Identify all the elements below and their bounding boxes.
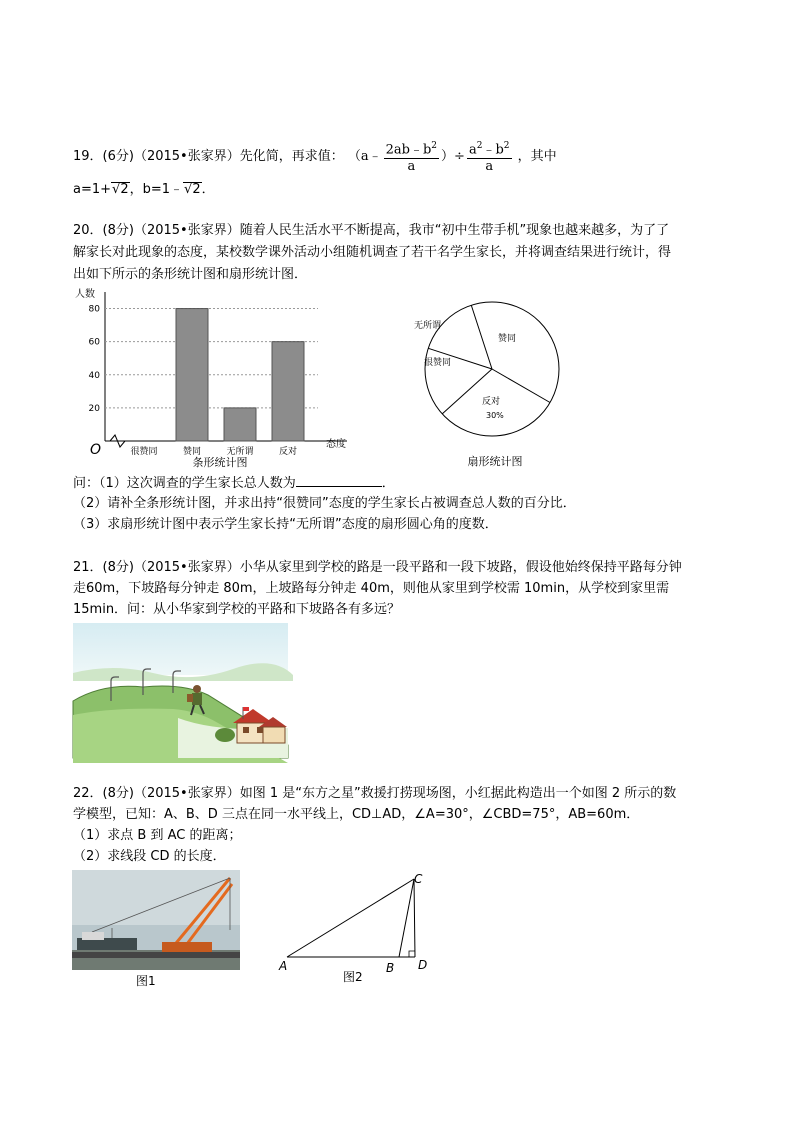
q19-expression: （a﹣ $\frac{2ab﹣b^2}{a}$ ）÷ $\frac{a^2﹣b^2}{a}$ — [348, 149, 518, 164]
fraction-1: $\frac{2ab﹣b^2}{a}$ — [384, 138, 439, 175]
point-c-label: C — [414, 872, 423, 886]
bar-2 — [224, 408, 256, 441]
pie-label-fandui: 反对 — [482, 397, 501, 407]
point-b-label: B — [386, 961, 395, 975]
q20-text-1: 20．(8分)（2015•张家界）随着人民生活水平不断提高，我市“初中生带手机”现象也越来越多，为了了 — [73, 223, 670, 238]
pie-label-wusuowei: 无所谓 — [414, 321, 442, 331]
walking-illustration — [73, 623, 288, 758]
x-tick-label: 很赞同 — [130, 447, 158, 457]
crane-photo — [72, 870, 240, 970]
bar-1 — [176, 309, 208, 441]
q19-line2: a=1+√2，b=1﹣√2． — [73, 182, 215, 197]
y-tick-label: 60 — [88, 337, 100, 348]
q22-text-1: 22．(8分)（2015•张家界）如图 1 是“东方之星”救援打捞现场图，小红据此构造出一个如图 2 所示的数 — [73, 786, 677, 801]
bar-chart-title: 条形统计图 — [192, 456, 248, 469]
q20-question-1: 问：（1）这次调查的学生家长总人数为 ． — [73, 476, 395, 491]
origin-label: O — [90, 442, 102, 458]
q22-question-1: （1）求点 B 到 AC 的距离； — [73, 828, 242, 843]
pie-chart-title: 扇形统计图 — [467, 455, 523, 468]
right-angle-mark — [409, 951, 415, 957]
q22-question-2: （2）求线段 CD 的长度． — [73, 849, 226, 864]
q22-text-2: 学模型，已知：A、B、D 三点在同一水平线上，CD⊥AD，∠A=30°，∠CBD=75°，AB=60m． — [73, 807, 640, 822]
answer-blank — [296, 474, 382, 487]
q20-text-2: 解家长对此现象的态度，某校数学课外活动小组随机调查了若干名学生家长，并将调查结果进行统计，得 — [73, 245, 672, 260]
triangle-diagram — [276, 868, 446, 983]
y-tick-label: 40 — [88, 370, 100, 381]
x-tick-label: 反对 — [278, 447, 298, 457]
point-a-label: A — [279, 959, 288, 973]
q20-question-2: （2）请补全条形统计图，并求出持“很赞同”态度的学生家长占被调查总人数的百分比． — [73, 496, 576, 511]
pie-slice-border — [442, 369, 492, 414]
pie-slice-border — [492, 369, 550, 403]
x-tick-label: 赞同 — [182, 447, 202, 457]
pie-chart — [414, 288, 680, 472]
y-tick-label: 20 — [88, 403, 100, 414]
point-d-label: D — [418, 958, 428, 972]
q21-text-1: 21．(8分)（2015•张家界）小华从家里到学校的路是一段平路和一段下坡路，假设他始终保持平路每分钟 — [73, 560, 682, 575]
x-tick-label: 无所谓 — [226, 447, 254, 457]
x-axis-label: 态度 — [326, 439, 346, 450]
fraction-2: $\frac{a^2﹣b^2}{a}$ — [467, 138, 512, 175]
figure-1-caption: 图1 — [136, 974, 156, 988]
y-tick-label: 80 — [88, 304, 100, 315]
figure-2-caption: 图2 — [343, 970, 363, 984]
q21-text-3: 15min．问：从小华家到学校的平路和下坡路各有多远？ — [73, 602, 401, 617]
q19-line1: 19．(6分)（2015•张家界）先化简，再求值： （a﹣ $\frac{2ab﹣b^2}{a}$ ）÷ $\frac{a^2﹣b^2}{a}$ ，其中 — [73, 138, 557, 175]
pie-label-henzantong: 很赞同 — [424, 358, 452, 368]
sqrt-symbol: √2 — [112, 182, 129, 197]
pie-slice-border — [471, 305, 492, 369]
q20-question-3: （3）求扇形统计图中表示学生家长持“无所谓”态度的扇形圆心角的度数． — [73, 517, 498, 532]
bar-chart — [70, 284, 370, 474]
bar-3 — [272, 342, 304, 441]
q21-text-2: 走60m，下坡路每分钟走 80m，上坡路每分钟走 40m，则他从家里到学校需 10min，从学校到家里需 — [73, 581, 670, 596]
pie-label-zantong: 赞同 — [498, 334, 517, 344]
y-axis-label: 人数 — [75, 289, 95, 300]
pie-label-percent: 30% — [486, 411, 504, 420]
q20-text-3: 出如下所示的条形统计图和扇形统计图． — [73, 267, 308, 282]
